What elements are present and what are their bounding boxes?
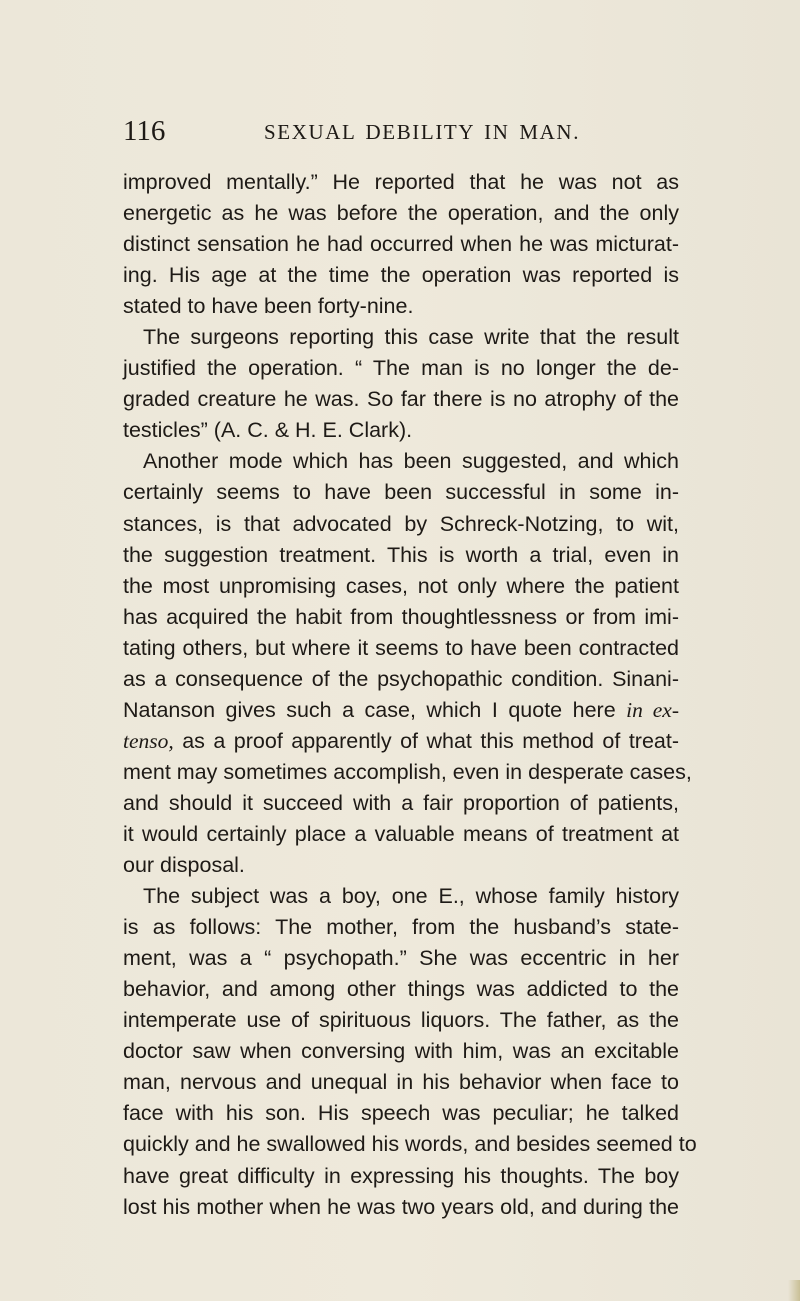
text-line: testicles” (A. C. & H. E. Clark). [123, 418, 413, 443]
text-line [123, 726, 679, 757]
text-line: the most unpromising cases, not only where the patient [123, 573, 679, 598]
text-line: energetic as he was before the operation, and the only [123, 201, 679, 226]
running-header [123, 114, 677, 148]
text-line: is as follows: The mother, from the husband’s state- [123, 915, 679, 940]
text-line: man, nervous and unequal in his behavior when face to [123, 1070, 679, 1095]
text-segment: as a proof apparently of what this method of treat- [173, 728, 679, 753]
text-line: tating others, but where it seems to have been contracted [123, 635, 679, 660]
text-line: has acquired the habit from thoughtlessness or from imi- [123, 604, 679, 629]
text-line: justified the operation. “ The man is no longer the de- [123, 356, 679, 381]
text-line: graded creature he was. So far there is no atrophy of the [123, 387, 679, 412]
text-line: our disposal. [123, 853, 245, 878]
text-line: stances, is that advocated by Schreck-Notzing, to wit, [123, 511, 679, 536]
text-line: The surgeons reporting this case write that the result [143, 325, 679, 350]
running-title: SEXUAL DEBILITY IN MAN. [264, 120, 581, 144]
text-line: lost his mother when he was two years old, and during the [123, 1194, 679, 1219]
text-segment: Natanson gives such a case, which I quote here [123, 697, 627, 722]
text-line: it would certainly place a valuable means of treatment at [123, 821, 679, 846]
text-line: as a consequence of the psychopathic condition. Sinani- [123, 666, 679, 691]
text-line: doctor saw when conversing with him, was an excitable [123, 1039, 679, 1064]
text-line: the suggestion treatment. This is worth a trial, even in [123, 542, 679, 567]
text-line: ing. His age at the time the operation was reported is [123, 263, 679, 288]
text-line: have great difficulty in expressing his thoughts. The boy [123, 1163, 679, 1188]
italic-phrase: in ex- [626, 697, 679, 722]
italic-phrase: tenso, [123, 728, 174, 753]
text-line: and should it succeed with a fair proportion of patients, [123, 790, 679, 815]
text-line: face with his son. His speech was peculiar; he talked [123, 1101, 679, 1126]
text-line: intemperate use of spirituous liquors. The father, as the [123, 1008, 679, 1033]
text-line: The subject was a boy, one E., whose family history [143, 884, 679, 909]
text-line: certainly seems to have been successful in some in- [123, 480, 679, 505]
body-text [123, 167, 697, 1223]
text-line: behavior, and among other things was addicted to the [123, 977, 679, 1002]
text-line: improved mentally.” He reported that he was not as [123, 170, 679, 194]
text-line: stated to have been forty-nine. [123, 294, 414, 319]
text-line: ment, was a “ psychopath.” She was eccentric in her [123, 946, 679, 971]
text-line: distinct sensation he had occurred when he was micturat- [123, 232, 679, 257]
text-line: Another mode which has been suggested, and which [143, 449, 679, 474]
page-number: 116 [123, 115, 166, 147]
text-line: quickly and he swallowed his words, and besides seemed to [123, 1132, 697, 1157]
page-edge-shadow [788, 1280, 800, 1301]
text-line: ment may sometimes accomplish, even in desperate cases, [123, 759, 692, 784]
text-line [123, 695, 679, 726]
